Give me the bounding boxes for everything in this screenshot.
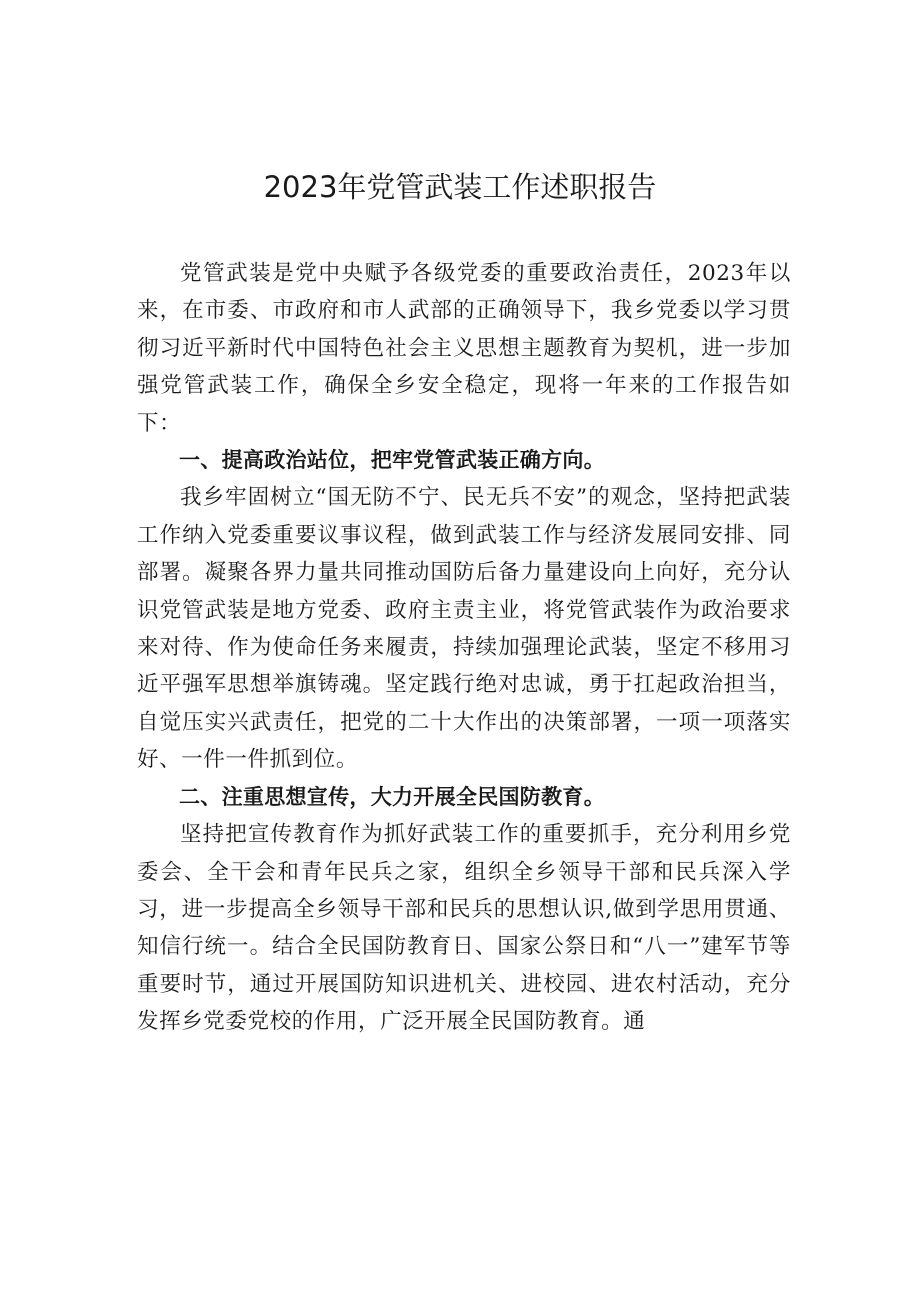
section-2-heading: 二、注重思想宣传，大力开展全民国防教育。 <box>179 784 605 809</box>
section-1-paragraph: 我乡牢固树立“国无防不宁、民无兵不安”的观念，坚持把武装工作纳入党委重要议事议程，做到武装工作与经济发展同安排、同部署。凝聚各界力量共同推动国防后备力量建设向上向好，充分认识党管武装是地方党委、政府主责主业，将党管武装作为政治要求来对待、作为使命任务来履责，持续加强理论武装，坚定不移用习近平强军思想举旗铸魂。坚定践行绝对忠诚，勇于扛起政治担当，自觉压实兴武责任，把党的二十大作出的决策部署，一项一项落实好、一件一件抓到位。 <box>137 485 791 773</box>
section-2-paragraph: 坚持把宣传教育作为抓好武装工作的重要抓手，充分利用乡党委会、全干会和青年民兵之家，组织全乡领导干部和民兵深入学习，进一步提高全乡领导干部和民兵的思想认识,做到学思用贯通、知信行统一。结合全民国防教育日、国家公祭日和“八一”建军节等重要时节，通过开展国防知识进机关、进校园、进农村活动，充分发挥乡党委党校的作用，广泛开展全民国防教育。通 <box>137 822 791 1035</box>
document-title: 2023年党管武装工作述职报告 <box>263 170 657 204</box>
section-1-heading: 一、提高政治站位，把牢党管武装正确方向。 <box>179 448 605 473</box>
intro-paragraph: 党管武装是党中央赋予各级党委的重要政治责任，2023年以来，在市委、市政府和市人武部的正确领导下，我乡党委以学习贯彻习近平新时代中国特色社会主义思想主题教育为契机，进一步加强党管武装工作，确保全乡安全稳定，现将一年来的工作报告如下： <box>137 261 791 436</box>
document-body <box>137 255 791 1041</box>
